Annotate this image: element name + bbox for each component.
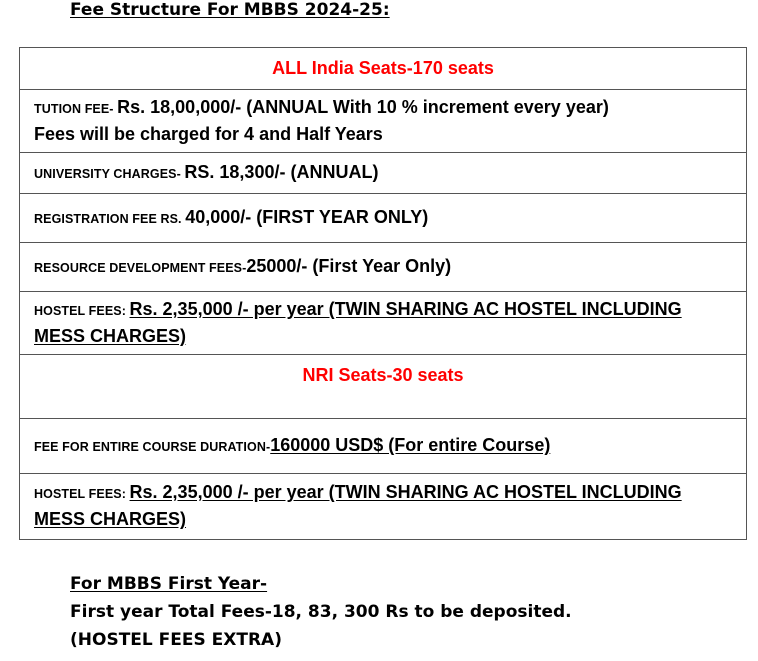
nri-hostel-fee-label: HOSTEL FEES: xyxy=(34,487,130,501)
first-year-total: First year Total Fees-18, 83, 300 Rs to be deposited. xyxy=(70,602,572,622)
nri-hostel-fee-cell xyxy=(20,474,747,540)
tuition-fee-amount: Rs. 18,00,000/- (ANNUAL With 10 % increment every year) xyxy=(117,96,609,117)
resource-development-fee-label: RESOURCE DEVELOPMENT FEES- xyxy=(34,260,247,275)
table-row xyxy=(20,243,747,292)
nri-seats-cell xyxy=(20,355,747,419)
first-year-heading: For MBBS First Year- xyxy=(70,574,268,594)
hostel-fee-cell xyxy=(20,292,747,355)
hostel-fees-extra-note: (HOSTEL FEES EXTRA) xyxy=(70,630,282,650)
all-india-seats-heading: ALL India Seats-170 seats xyxy=(272,57,494,78)
registration-fee-cell xyxy=(20,194,747,243)
hostel-fee-amount: Rs. 2,35,000 /- per year (TWIN SHARING AC HOSTEL INCLUDING MESS CHARGES) xyxy=(34,298,682,346)
table-row xyxy=(20,194,747,243)
table-row xyxy=(20,48,747,90)
tuition-fee-cell xyxy=(20,90,747,153)
hostel-fee-label: HOSTEL FEES: xyxy=(34,303,130,318)
university-charges-amount: RS. 18,300/- (ANNUAL) xyxy=(184,161,379,182)
resource-development-fee-cell xyxy=(20,243,747,292)
nri-course-fee-amount: 160000 USD$ (For entire Course) xyxy=(270,434,551,455)
nri-hostel-fee-amount: Rs. 2,35,000 /- per year (TWIN SHARING AC HOSTEL INCLUDING MESS CHARGES) xyxy=(34,482,682,529)
all-india-seats-cell xyxy=(20,48,747,90)
table-row xyxy=(20,153,747,194)
resource-development-fee-amount: 25000/- (First Year Only) xyxy=(246,255,452,276)
table-row xyxy=(20,355,747,419)
first-year-summary xyxy=(70,570,572,654)
university-charges-cell xyxy=(20,153,747,194)
nri-course-fee-label: FEE FOR ENTIRE COURSE DURATION- xyxy=(34,439,271,454)
table-row xyxy=(20,419,747,474)
page-title: Fee Structure For MBBS 2024-25: xyxy=(70,0,390,20)
nri-course-fee-cell xyxy=(20,419,747,474)
registration-fee-amount: 40,000/- (FIRST YEAR ONLY) xyxy=(185,206,429,227)
registration-fee-label: REGISTRATION FEE RS. xyxy=(34,211,186,226)
table-row xyxy=(20,474,747,540)
tuition-fee-label: TUTION FEE- xyxy=(34,101,118,116)
university-charges-label: UNIVERSITY CHARGES- xyxy=(34,166,185,181)
table-row xyxy=(20,292,747,355)
fee-table xyxy=(19,47,747,540)
tuition-fee-note: Fees will be charged for 4 and Half Years xyxy=(34,123,383,144)
nri-seats-heading: NRI Seats-30 seats xyxy=(302,365,464,385)
table-row xyxy=(20,90,747,153)
